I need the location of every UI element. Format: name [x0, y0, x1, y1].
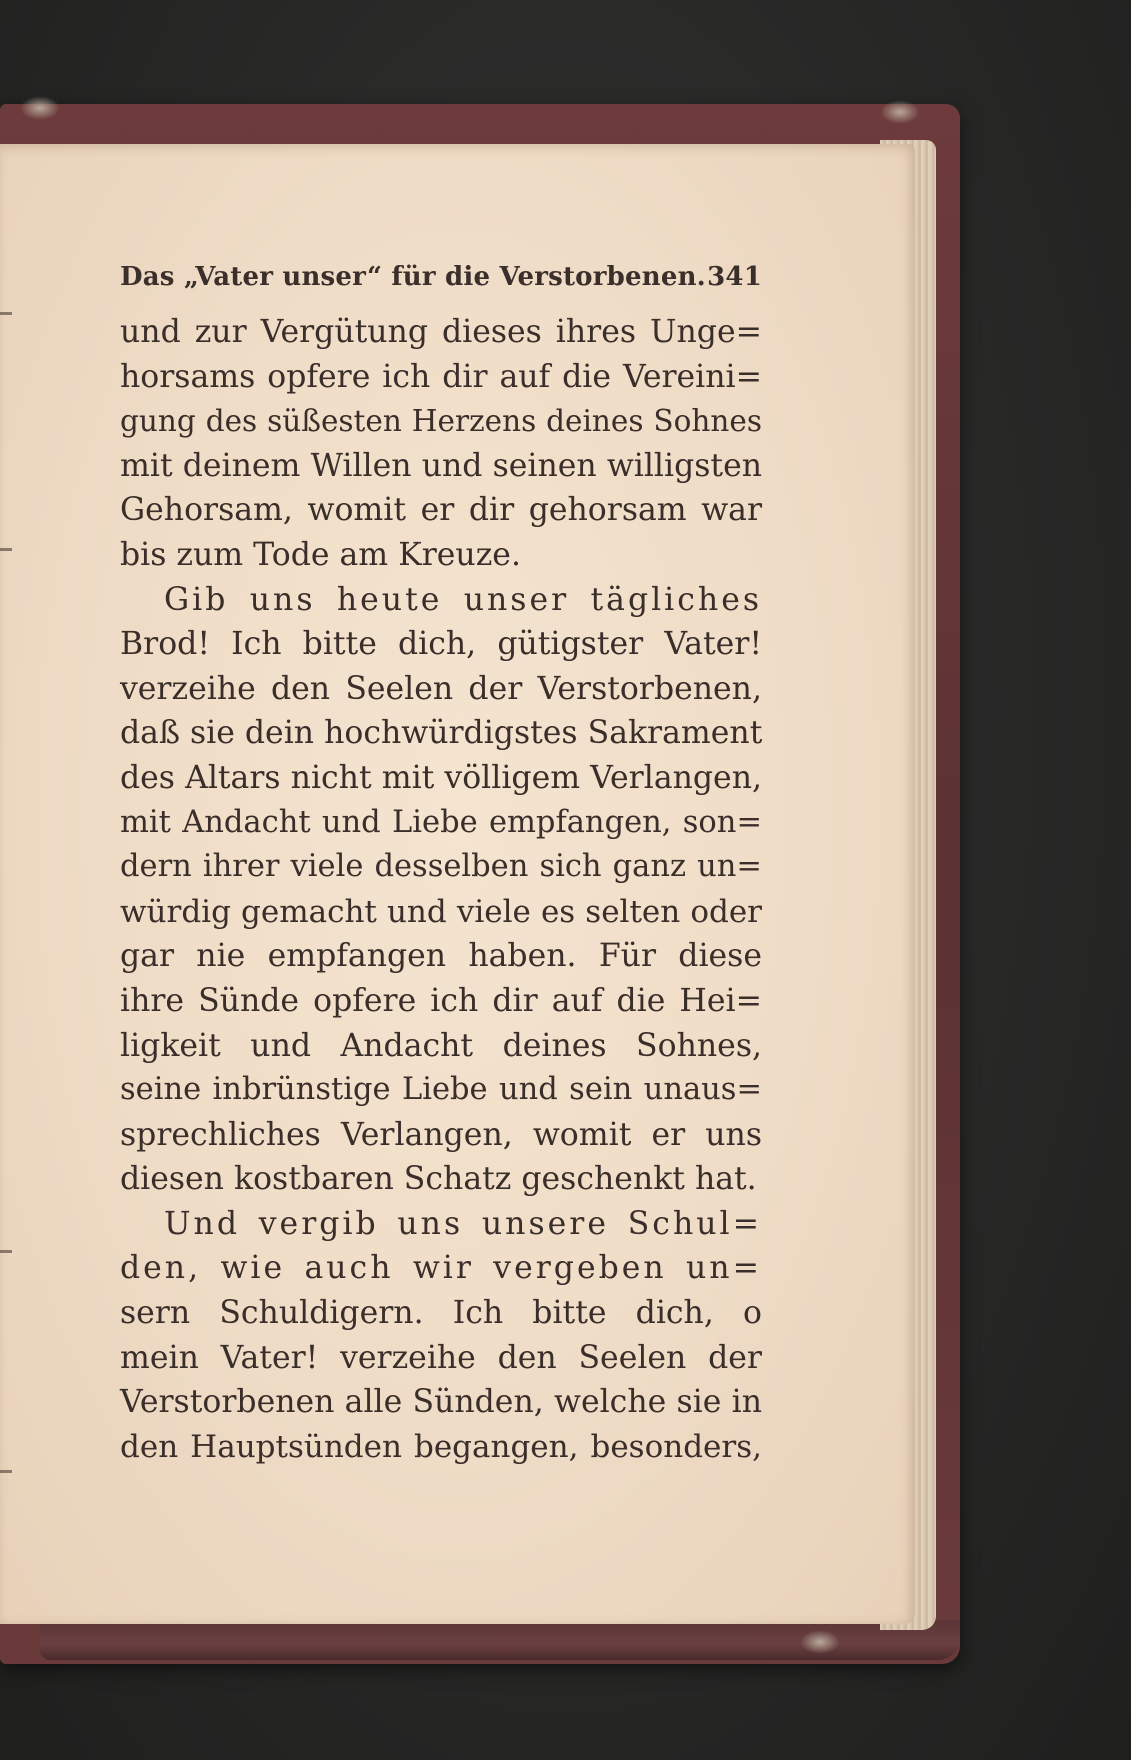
text-line: ihre Sünde opfere ich dir auf die Hei=: [120, 982, 762, 1019]
page-header: [120, 262, 762, 306]
text-line: Brod! Ich bitte dich, gütigster Vater!: [120, 626, 762, 663]
text-line: Gehorsam, womit er dir gehorsam war: [120, 492, 762, 529]
text-line: des Altars nicht mit völligem Verlangen,: [120, 759, 762, 796]
text-block: [120, 262, 762, 1469]
margin-mark: [0, 1250, 12, 1253]
text-line: sprechliches Verlangen, womit er uns: [120, 1116, 762, 1153]
margin-mark: [0, 548, 12, 551]
cover-fray-bottom-right: [800, 1630, 840, 1654]
text-line: Gib uns heute unser tägliches: [164, 581, 762, 618]
text-line: verzeihe den Seelen der Verstorbenen,: [120, 670, 762, 707]
text-line: den, wie auch wir vergeben un=: [120, 1250, 762, 1287]
text-line: Verstorbenen alle Sünden, welche sie in: [120, 1384, 762, 1421]
text-line: dern ihrer viele desselben sich ganz un=: [120, 849, 762, 885]
cover-fray-top-right: [880, 100, 920, 124]
text-line: daß sie dein hochwürdigstes Sakrament: [120, 715, 763, 752]
text-line: diesen kostbaren Schatz geschenkt hat.: [120, 1161, 757, 1198]
book-page: [0, 144, 915, 1624]
text-line: gung des süßesten Herzens deines Sohnes: [120, 404, 762, 439]
text-line: seine inbrünstige Liebe und sein unaus=: [120, 1072, 762, 1108]
margin-mark: [0, 1470, 12, 1473]
text-line: sern Schuldigern. Ich bitte dich, o: [120, 1295, 762, 1332]
text-line: und zur Vergütung dieses ihres Unge=: [120, 314, 762, 350]
text-line: mein Vater! verzeihe den Seelen der: [120, 1339, 762, 1376]
page-number: 341: [707, 262, 762, 292]
text-line: den Hauptsünden begangen, besonders,: [120, 1428, 762, 1465]
text-line: würdig gemacht und viele es selten oder: [120, 893, 762, 930]
text-line: horsams opfere ich dir auf die Vereini=: [120, 358, 762, 395]
text-line: Und vergib uns unsere Schul=: [164, 1205, 762, 1242]
running-title: Das „Vater unser“ für die Verstorbenen.: [120, 262, 706, 292]
text-line: mit deinem Willen und seinen willigsten: [120, 447, 762, 484]
margin-mark: [0, 312, 12, 315]
text-line: gar nie empfangen haben. Für diese: [120, 938, 762, 975]
text-line: mit Andacht und Liebe empfangen, son=: [120, 804, 762, 840]
text-line: ligkeit und Andacht deines Sohnes,: [120, 1027, 762, 1064]
text-line: bis zum Tode am Kreuze.: [120, 536, 521, 573]
cover-fray-top-left: [20, 96, 60, 120]
